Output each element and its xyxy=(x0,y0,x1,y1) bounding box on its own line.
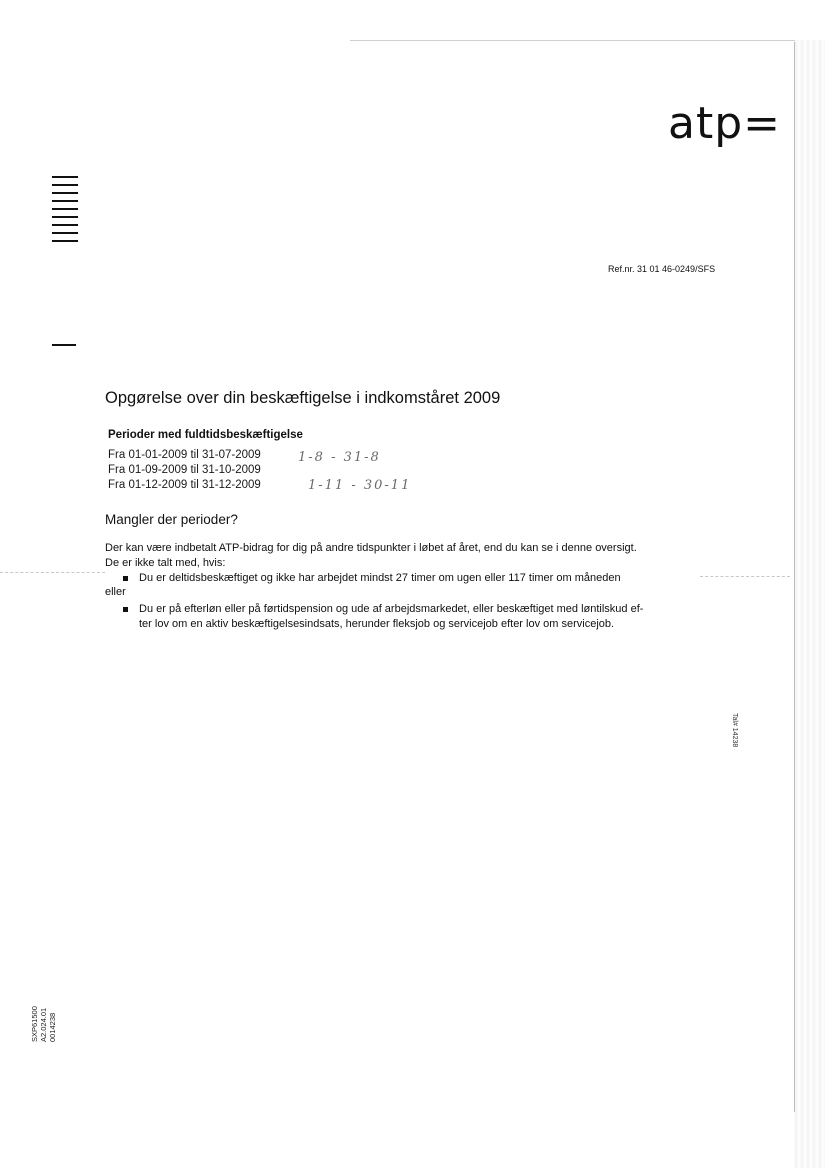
missing-periods-heading: Mangler der perioder? xyxy=(105,512,238,527)
side-code: Tal# 14238 xyxy=(731,713,738,748)
form-code: A2.024.01 xyxy=(39,1007,48,1042)
fold-mark xyxy=(52,344,76,346)
connector-text: eller xyxy=(105,586,126,598)
scan-line-top xyxy=(350,40,795,41)
periods-heading: Perioder med fuldtidsbeskæftigelse xyxy=(108,429,303,441)
period-row: Fra 01-01-2009 til 31-07-2009 xyxy=(108,449,261,461)
bullet-item: Du er deltidsbeskæftiget og ikke har arbejdet mindst 27 timer om ugen eller 117 timer om måneden xyxy=(139,572,621,584)
bullet-item: ter lov om en aktiv beskæftigelsesindsats, herunder fleksjob og servicejob efter lov om servicejob. xyxy=(139,618,615,630)
handwritten-note: 1-11 - 30-11 xyxy=(308,478,412,493)
period-row: Fra 01-09-2009 til 31-10-2009 xyxy=(108,464,261,476)
atp-logo: atp= xyxy=(668,98,782,149)
form-codes xyxy=(30,1006,57,1042)
scan-dash xyxy=(0,572,105,574)
bullet-icon xyxy=(123,607,128,612)
paragraph-line: Der kan være indbetalt ATP-bidrag for dig på andre tidspunkter i løbet af året, end du kan se i denne oversigt. xyxy=(105,542,637,554)
reference-number: Ref.nr. 31 01 46-0249/SFS xyxy=(608,264,716,274)
missing-periods-text xyxy=(105,541,765,571)
scan-dash xyxy=(700,576,790,578)
paragraph-line: De er ikke talt med, hvis: xyxy=(105,557,226,569)
bullet-item: Du er på efterløn eller på førtidspension og ude af arbejdsmarkedet, eller beskæftiget med løntilskud ef- xyxy=(139,603,644,615)
barcode-icon xyxy=(52,176,78,246)
scan-line xyxy=(794,42,795,1112)
bullet-icon xyxy=(123,576,128,581)
handwritten-note: 1-8 - 31-8 xyxy=(298,450,381,465)
document-title: Opgørelse over din beskæftigelse i indkomståret 2009 xyxy=(105,389,501,407)
form-code: 0014238 xyxy=(48,1012,57,1042)
period-row: Fra 01-12-2009 til 31-12-2009 xyxy=(108,479,261,491)
form-code: SXP61500 xyxy=(30,1006,39,1042)
scan-edge xyxy=(793,40,825,1168)
periods-list xyxy=(108,448,261,493)
